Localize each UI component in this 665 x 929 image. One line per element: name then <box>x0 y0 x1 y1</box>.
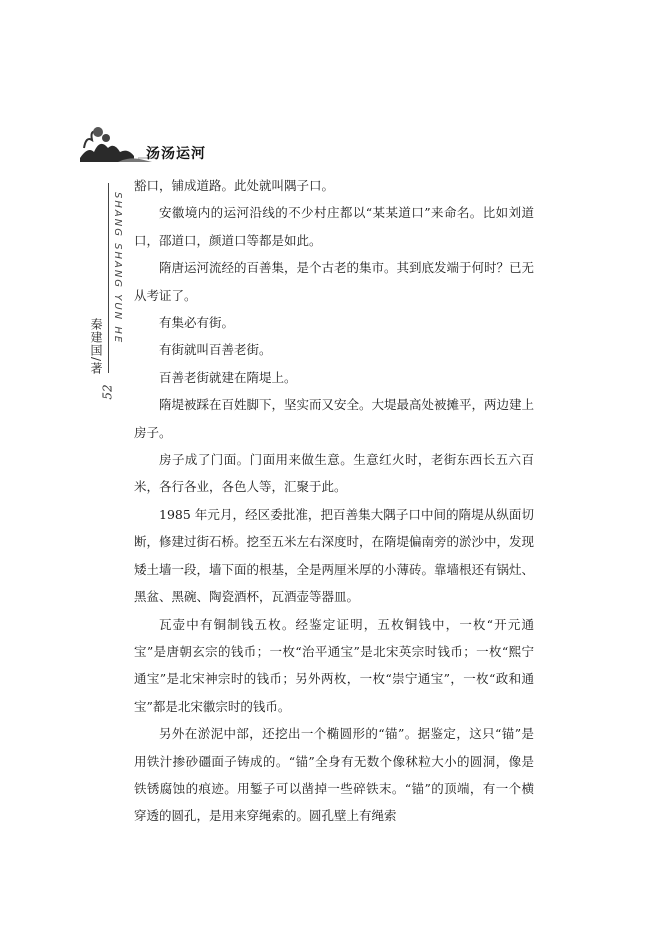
paragraph: 隋唐运河流经的百善集，是个古老的集市。其到底发端于何时？已无从考证了。 <box>134 260 535 303</box>
page-number: 52 <box>100 384 115 400</box>
paragraph: 隋堤被踩在百姓脚下，坚实而又安全。大堤最高处被摊平，两边建上房子。 <box>134 397 535 440</box>
ink-landscape-illustration <box>78 118 156 170</box>
paragraph: 有集必有街。 <box>159 315 235 331</box>
paragraph: 瓦壶中有铜制钱五枚。经鉴定证明，五枚铜钱中，一枚“开元通宝”是唐朝玄宗的钱币；一枚“治平通宝”是北宋英宗时钱币；一枚“熙宁通宝”是北宋神宗时的钱币；另外两枚，一枚“崇宁通宝”，一枚“政和通宝”都是北宋徽宗时的钱币。 <box>134 616 534 714</box>
paragraph: 百善老街就建在隋堤上。 <box>159 369 297 385</box>
paragraph: 豁口，铺成道路。此处就叫隅子口。 <box>134 178 335 193</box>
paragraph: 安徽境内的运河沿线的不少村庄都以“某某道口”来命名。比如刘道口，邵道口，颜道口等都是如此。 <box>134 205 534 248</box>
author-credit: 秦建国/著 <box>89 318 103 376</box>
paragraph: 1985 年元月，经区委批准，把百善集大隅子口中间的隋堤从纵面切断，修建过街石桥。挖至五米左右深度时，在隋堤偏南旁的淤沙中，发现矮土墙一段，墙下面的根基，全是两厘米厚的小薄砖。靠墙根还有锅灶、黑盆、黑碗、陶瓷酒杯，瓦酒壶等器皿。 <box>134 506 535 605</box>
paragraph: 房子成了门面。门面用来做生意。生意红火时，老街东西长五六百米，各行各业，各色人等，汇聚于此。 <box>134 452 534 495</box>
body-text <box>134 172 534 830</box>
book-title: 汤汤运河 <box>146 146 206 162</box>
paragraph: 另外在淤泥中部，还挖出一个椭圆形的“锚”。据鉴定，这只“锚”是用铁汁掺砂礓面子铸成的。“锚”全身有无数个像秫粒大小的圆洞，像是铁锈腐蚀的痕迹。用錾子可以凿掉一些碎铁末。“锚”的顶端，有一个横穿透的圆孔，是用来穿绳索的。圆孔壁上有绳索 <box>134 726 534 824</box>
paragraph: 有街就叫百善老街。 <box>159 342 272 358</box>
side-title-pinyin: SHANG SHANG YUN HE <box>112 192 123 345</box>
side-divider <box>108 183 109 373</box>
